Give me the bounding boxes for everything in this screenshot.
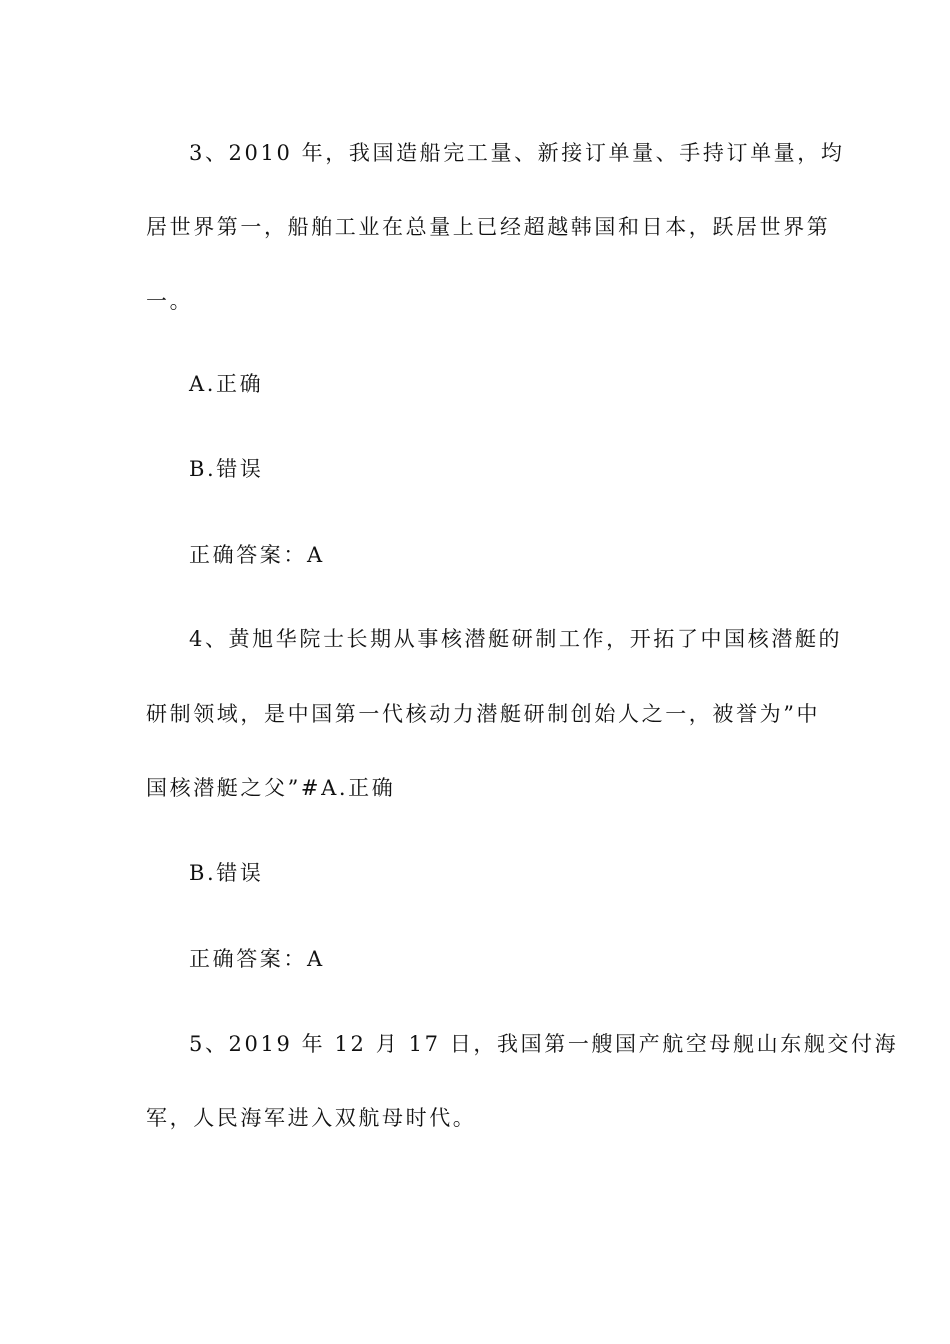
question-3-option-b: B.错误 [189, 457, 264, 481]
question-3-option-a: A.正确 [189, 372, 264, 396]
question-4-option-b: B.错误 [189, 861, 264, 885]
question-3-line-2: 居世界第一，船舶工业在总量上已经超越韩国和日本，跃居世界第 [146, 215, 831, 239]
question-4-answer: 正确答案：A [189, 947, 325, 971]
question-4-line-3: 国核潜艇之父”#A.正确 [146, 776, 396, 800]
question-4-line-2: 研制领域，是中国第一代核动力潜艇研制创始人之一，被誉为”中 [146, 702, 821, 726]
question-5-line-1: 5、2019 年 12 月 17 日，我国第一艘国产航空母舰山东舰交付海 [189, 1032, 899, 1056]
question-4-line-1: 4、黄旭华院士长期从事核潜艇研制工作，开拓了中国核潜艇的 [189, 627, 843, 651]
question-3-line-3: 一。 [146, 289, 194, 313]
question-5-line-2: 军，人民海军进入双航母时代。 [146, 1106, 477, 1130]
question-3-line-1: 3、2010 年，我国造船完工量、新接订单量、手持订单量，均 [189, 141, 845, 165]
question-3-answer: 正确答案：A [189, 543, 325, 567]
